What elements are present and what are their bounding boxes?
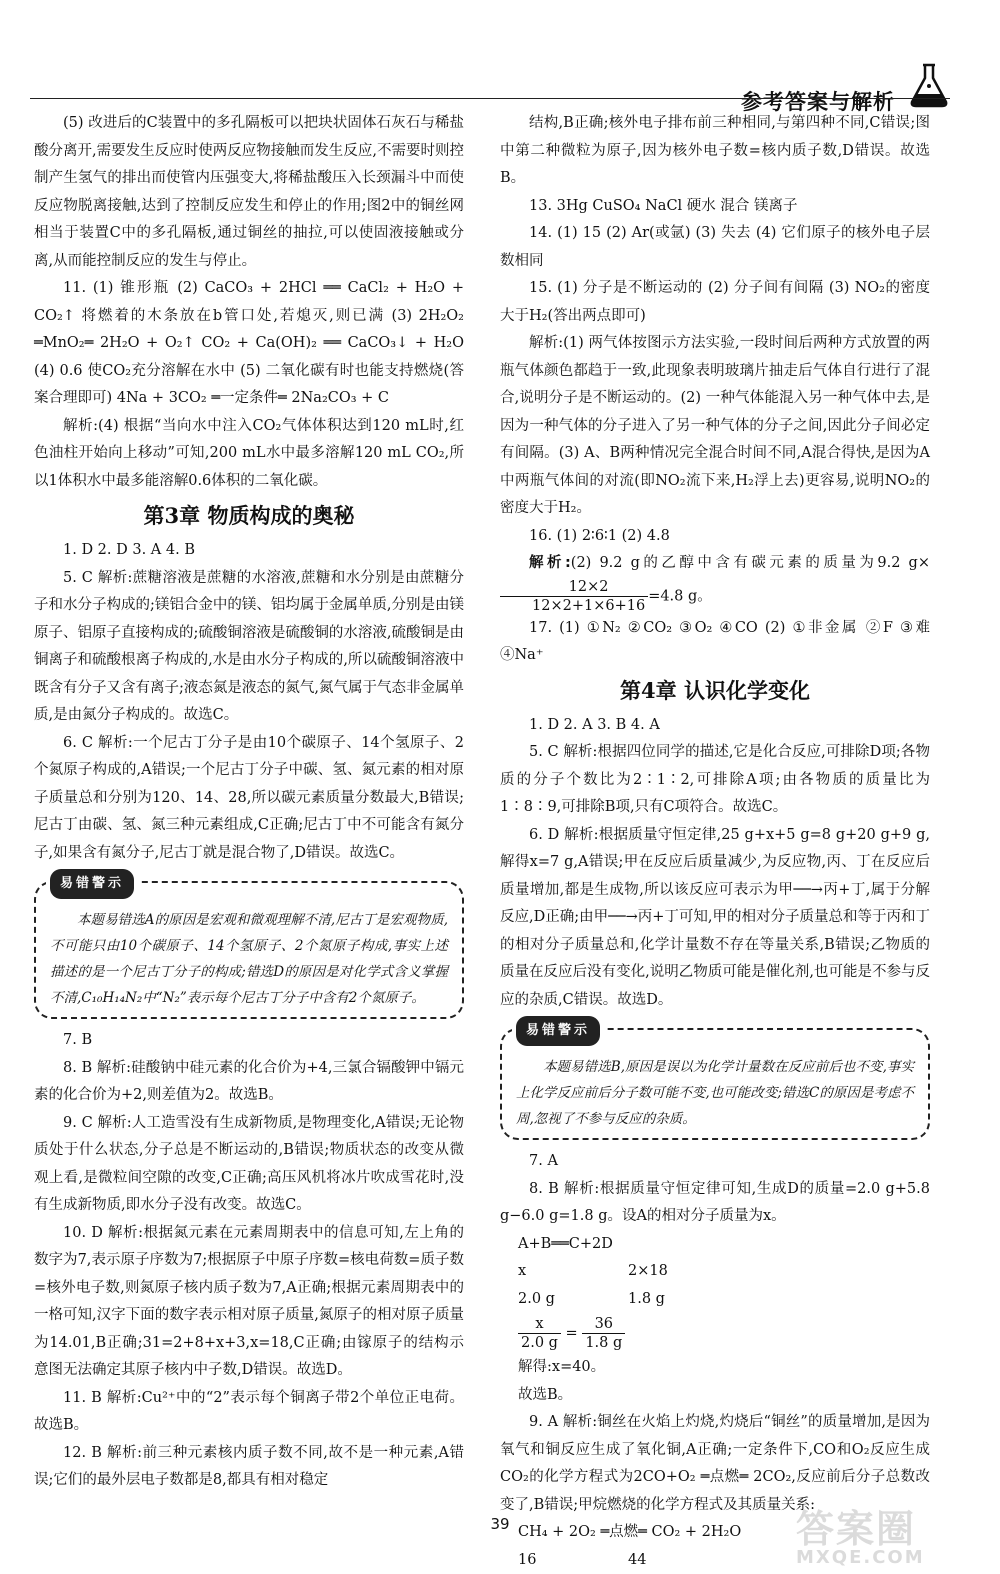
paragraph: 6. D 解析:根据质量守恒定律,25 g+x+5 g=8 g+20 g+9 g,解得x=7 g,A错误;甲在反应后质量减少,为反应物,丙、丁在反应后质量增加,都是生成物,所以该反应可表示为甲──→丙+丁,属于分解反应,D正确;由甲──→丙+丁可知,甲的相对分子质量总和等于丙和丁的相对分子质量总和,化学计量数不存在等量关系,B错误;乙物质的质量在反应后没有变化,说明乙物质可能是催化剂,也可能是不参与反应的杂质,C错误。故选D。 — [500, 826, 930, 1008]
paragraph: 解析:(4) 根据“当向水中注入CO₂气体体积达到120 mL时,红色油柱开始向上移动”可知,200 mL水中最多溶解120 mL CO₂,所以1体积水中最多能溶解0.6体积的二氧化碳。 — [34, 417, 464, 489]
paragraph: 结构,B正确;核外电子排布前三种相同,与第四种不同,C错误;图中第二种微粒为原子,因为核外电子数=核内质子数,D错误。故选B。 — [500, 115, 930, 186]
paragraph: 10. D 解析:根据氮元素在元素周期表中的信息可知,左上角的数字为7,表示原子序数为7;根据原子中原子序数=核电荷数=质子数=核外电子数,则氮原子核内质子数为7,A正确;根据元素周期表中的一格可知,汉字下面的数字表示相对原子质量,氮原子的相对原子质量为14.01,B正确;31=2+8+x+3,x=18,C正确;由镓原子的结构示意图无法确定其原子核内中子数,D错误。故选D。 — [34, 1224, 464, 1378]
right-column — [500, 110, 930, 1574]
equation-block-9: CH₄ + 2O₂ ═点燃═ CO₂ + 2H₂O 16 44 — [518, 1524, 742, 1568]
warning-text: 本题易错选B,原因是误以为化学计量数在反应前后也不变,事实上化学反应前后分子数可能不变,也可能改变;错选C的原因是考虑不周,忽视了不参与反应的杂质。 — [516, 1059, 914, 1127]
equation-block-8: A+B══C+2D x 2×18 2.0 g 1.8 g $\frac{x}{2.0 g}$ = $\frac{36}{1.8 g}$ 解得:x=40。 故选B。 — [518, 1235, 668, 1403]
paragraph: 7. A — [529, 1153, 558, 1169]
header-title: 参考答案与解析 — [741, 90, 895, 114]
warning-text: 本题易错选A的原因是宏观和微观理解不清,尼古丁是宏观物质,不可能只由10个碳原子、14个氢原子、2个氮原子构成,事实上述描述的是一个尼古丁分子的构成;错选D的原因是对化学式含义掌握不清,C₁₀H₁₄N₂中“N₂”表示每个尼古丁分子中含有2个氮原子。 — [50, 912, 448, 1006]
paragraph: 15. (1) 分子是不断运动的 (2) 分子间有间隔 (3) NO₂的密度大于H₂(答出两点即可) — [500, 280, 930, 324]
paragraph: 7. B — [63, 1032, 93, 1048]
solution-16: 解析:(2) 9.2 g的乙醇中含有碳元素的质量为9.2 g× $\frac{12\times 2}{12\times 2+1\times 6+16}$ =4.8 g。 — [500, 550, 930, 615]
fraction: $\frac{x}{2.0 g}$ — [518, 1315, 561, 1352]
paragraph: 5. C 解析:根据四位同学的描述,它是化合反应,可排除D项;各物质的分子个数比为2∶1∶2,可排除A项;由各物质的质量比为1∶8∶9,可排除B项,只有C项符合。故选C。 — [500, 744, 930, 815]
paragraph: 12. B 解析:前三种元素核内质子数不同,故不是一种元素,A错误;它们的最外层电子数都是8,都具有相对稳定 — [34, 1444, 464, 1488]
paragraph: 17. (1) ①N₂ ②CO₂ ③O₂ ④CO (2) ①非金属 ②F ③难 ④Na⁺ — [500, 619, 930, 663]
header-rule — [30, 98, 950, 99]
paragraph: 1. D 2. A 3. B 4. A — [529, 716, 660, 733]
paragraph: 9. C 解析:人工造雪没有生成新物质,是物理变化,A错误;无论物质处于什么状态,分子总是不断运动的,B错误;物质状态的改变从微观上看,是微粒间空隙的改变,C正确;高压风机将冰片吹成雪花时,没有生成新物质,即水分子没有改变。故选C。 — [34, 1114, 464, 1213]
paragraph: 6. C 解析:一个尼古丁分子是由10个碳原子、14个氢原子、2个氮原子构成的,A错误;一个尼古丁分子中碳、氢、氮元素的相对原子质量总和分别为120、14、28,所以碳元素质量分数最大,B错误;尼古丁由碳、氢、氮三种元素组成,C正确;尼古丁中不可能含有氮分子,如果含有氮分子,尼古丁就是混合物了,D错误。故选C。 — [34, 734, 464, 861]
paragraph: (5) 改进后的C装置中的多孔隔板可以把块状固体石灰石与稀盐酸分离开,需要发生反应时使两反应物接触而发生反应,不需要时则控制产生氢气的排出而使管内压强变大,将稀盐酸压入长颈漏斗中而使反应物脱离接触,达到了控制反应发生和停止的作用;图2中的铜丝网相当于装置C中的多孔隔板,通过铜丝的抽拉,可以使固液接触或分离,从而能控制反应的发生与停止。 — [34, 115, 464, 269]
paragraph: 13. 3Hg CuSO₄ NaCl 硬水 混合 镁离子 — [529, 197, 798, 214]
left-column — [34, 110, 464, 1495]
paragraph: 8. B 解析:根据质量守恒定律可知,生成D的质量=2.0 g+5.8 g−6.0 g=1.8 g。设A的相对分子质量为x。 — [500, 1180, 930, 1224]
error-warning-box — [500, 1023, 930, 1140]
page-number: 39 — [490, 1515, 510, 1533]
paragraph: 解析:(1) 两气体按图示方法实验,一段时间后两种方式放置的两瓶气体颜色都趋于一致,此现象表明玻璃片抽走后气体自行进行了混合,说明分子是不断运动的。(2) 一种气体能混入另一种气体中去,是因为一种气体的分子进入了另一种气体的分子之间,因此分子间必定有间隔。(3) A、B两种情况完全混合时间不同,A混合得快,是因为A中两瓶气体间的对流(即NO₂流下来,H₂浮上去)更容易,说明NO₂的密度大于H₂。 — [500, 335, 930, 516]
chapter-3-title: 第3章 物质构成的奥秘 — [143, 503, 355, 528]
paragraph: 11. (1) 锥形瓶 (2) CaCO₃ + 2HCl ══ CaCl₂ + H₂O + CO₂↑ 将燃着的木条放在b管口处,若熄灭,则已满 (3) 2H₂O₂ ═MnO₂═ 2H₂O + O₂↑ CO₂ + Ca(OH)₂ ══ CaCO₃↓ + H₂O (4) 0.6 使CO₂充分溶解在水中 (5) 二氧化碳有时也能支持燃烧(答案合理即可) 4Na + 3CO₂ ═一定条件═ 2Na₂CO₃ + C — [34, 280, 464, 406]
paragraph: 14. (1) 15 (2) Ar(或氩) (3) 失去 (4) 它们原子的核外电子层数相同 — [500, 225, 930, 269]
paragraph: 5. C 解析:蔗糖溶液是蔗糖的水溶液,蔗糖和水分别是由蔗糖分子和水分子构成的;镁铝合金中的镁、铝均属于金属单质,分别是由镁原子、铝原子直接构成的;硫酸铜溶液是硫酸铜的水溶液,硫酸铜是由铜离子和硫酸根离子构成的,水是由水分子构成的,所以硫酸铜溶液中既含有分子又含有离子;液态氮是液态的氮气,氮气属于气态非金属单质,是由氮分子构成的。故选C。 — [34, 569, 464, 723]
chapter-4-title: 第4章 认识化学变化 — [620, 677, 810, 703]
error-warning-box — [34, 876, 464, 1019]
paragraph: 16. (1) 2∶6∶1 (2) 4.8 — [529, 527, 670, 544]
warning-tag: 易错警示 — [516, 1016, 600, 1046]
paragraph: 1. D 2. D 3. A 4. B — [63, 542, 195, 558]
page-header — [30, 60, 950, 114]
watermark-logo: 答案圈 MXQE.COM — [796, 1507, 925, 1568]
fraction: $\frac{12\times 2}{12\times 2+1\times 6+16}$ — [500, 578, 648, 615]
fraction: $\frac{36}{1.8 g}$ — [582, 1315, 625, 1352]
paragraph: 8. B 解析:硅酸钠中硅元素的化合价为+4,三氯合镉酸钾中镉元素的化合价为+2,则差值为2。故选B。 — [34, 1059, 464, 1103]
warning-tag: 易错警示 — [50, 869, 134, 899]
flask-icon — [908, 62, 950, 108]
paragraph: 9. A 解析:铜丝在火焰上灼烧,灼烧后“铜丝”的质量增加,是因为氧气和铜反应生成了氧化铜,A正确;一定条件下,CO和O₂反应生成CO₂的化学方程式为2CO+O₂ ═点燃═ 2CO₂,反应前后分子总数改变了,B错误;甲烷燃烧的化学方程式及其质量关系: — [500, 1414, 930, 1513]
paragraph: 11. B 解析:Cu²⁺中的“2”表示每个铜离子带2个单位正电荷。故选B。 — [34, 1389, 464, 1433]
